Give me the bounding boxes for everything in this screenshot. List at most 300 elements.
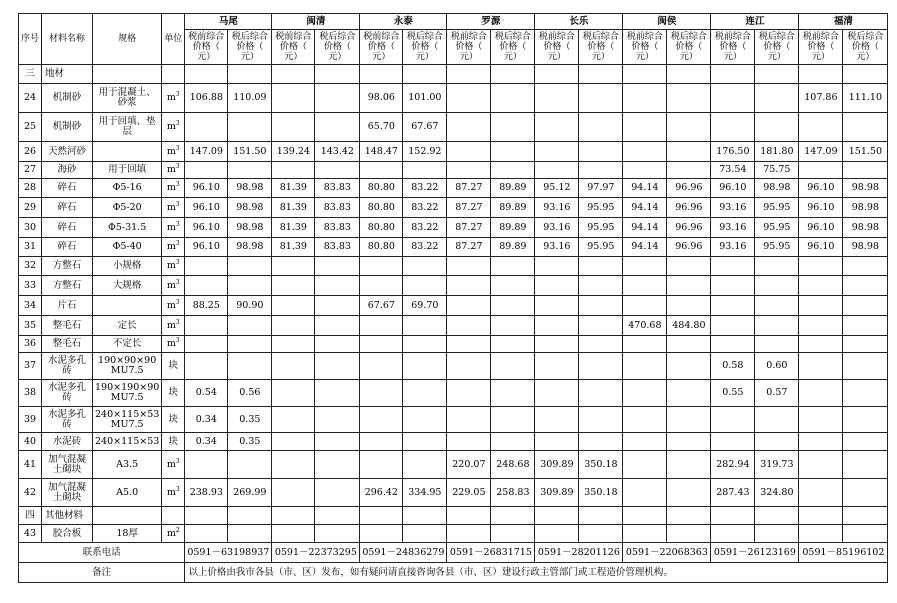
header-post-tax-price: 税后综合 价格（ 元） (755, 30, 799, 65)
material-name: 机制砂 (42, 84, 93, 113)
table-row (19, 380, 888, 407)
header-unit: 单位 (162, 14, 185, 65)
pre-tax-price (535, 113, 579, 142)
empty-cell (93, 65, 162, 84)
pre-tax-price: 73.54 (711, 162, 755, 179)
table-row (19, 276, 888, 296)
pre-tax-price (360, 407, 403, 433)
empty-cell (272, 507, 315, 525)
table-row (19, 238, 888, 257)
post-tax-price (403, 257, 447, 276)
pre-tax-price: 147.09 (799, 142, 843, 162)
empty-cell (162, 507, 185, 525)
post-tax-price (667, 257, 711, 276)
post-tax-price: 101.00 (403, 84, 447, 113)
post-tax-price (315, 84, 360, 113)
pre-tax-price: 176.50 (711, 142, 755, 162)
row-seq: 四 (19, 507, 42, 525)
post-tax-price (491, 316, 535, 336)
post-tax-price: 89.89 (491, 238, 535, 257)
post-tax-price (755, 84, 799, 113)
pre-tax-price (185, 451, 228, 479)
pre-tax-price: 80.80 (360, 198, 403, 218)
post-tax-price (579, 433, 623, 451)
post-tax-price (843, 525, 888, 543)
pre-tax-price: 287.43 (711, 479, 755, 507)
post-tax-price (491, 380, 535, 407)
pre-tax-price: 220.07 (447, 451, 491, 479)
material-spec: 190×90×90 MU7.5 (93, 353, 162, 380)
post-tax-price (579, 316, 623, 336)
material-name: 海砂 (42, 162, 93, 179)
post-tax-price (579, 162, 623, 179)
header-city: 永泰 (360, 14, 447, 30)
pre-tax-price: 93.16 (535, 198, 579, 218)
pre-tax-price: 80.80 (360, 218, 403, 238)
phone-number: 0591－22068363 (623, 543, 711, 563)
empty-cell (360, 507, 403, 525)
post-tax-price (315, 407, 360, 433)
post-tax-price (667, 353, 711, 380)
empty-cell (623, 65, 667, 84)
row-seq: 29 (19, 198, 42, 218)
pre-tax-price (799, 276, 843, 296)
pre-tax-price (185, 316, 228, 336)
post-tax-price (315, 296, 360, 316)
empty-cell (272, 65, 315, 84)
pre-tax-price (623, 433, 667, 451)
pre-tax-price: 81.39 (272, 198, 315, 218)
post-tax-price (755, 407, 799, 433)
header-pre-tax-price: 税前综合 价格（ 元） (447, 30, 491, 65)
table-row (19, 407, 888, 433)
post-tax-price (403, 162, 447, 179)
header-post-tax-price: 税后综合 价格（ 元） (843, 30, 888, 65)
pre-tax-price (711, 407, 755, 433)
pre-tax-price (623, 84, 667, 113)
empty-cell (185, 507, 228, 525)
material-name: 片石 (42, 296, 93, 316)
material-spec: 用于回填、垫层 (93, 113, 162, 142)
post-tax-price: 97.97 (579, 179, 623, 198)
pre-tax-price (272, 433, 315, 451)
post-tax-price (667, 142, 711, 162)
pre-tax-price (799, 316, 843, 336)
empty-cell (579, 65, 623, 84)
post-tax-price (579, 257, 623, 276)
material-spec: 18厚 (93, 525, 162, 543)
post-tax-price (843, 162, 888, 179)
empty-cell (447, 65, 491, 84)
post-tax-price (491, 276, 535, 296)
post-tax-price (491, 142, 535, 162)
header-city: 连江 (711, 14, 799, 30)
row-seq: 28 (19, 179, 42, 198)
pre-tax-price (623, 257, 667, 276)
pre-tax-price (535, 296, 579, 316)
pre-tax-price: 96.10 (185, 238, 228, 257)
post-tax-price: 0.35 (228, 407, 272, 433)
material-spec: Φ5-40 (93, 238, 162, 257)
pre-tax-price (272, 276, 315, 296)
post-tax-price (403, 407, 447, 433)
post-tax-price (228, 276, 272, 296)
post-tax-price (579, 336, 623, 353)
post-tax-price (843, 451, 888, 479)
table-row (19, 162, 888, 179)
phone-number: 0591－85196102 (799, 543, 888, 563)
post-tax-price (667, 84, 711, 113)
pre-tax-price: 238.93 (185, 479, 228, 507)
pre-tax-price: 0.54 (185, 380, 228, 407)
pre-tax-price (447, 257, 491, 276)
pre-tax-price (799, 113, 843, 142)
table-row (19, 142, 888, 162)
material-unit: $m^3$ (162, 84, 185, 113)
pre-tax-price (711, 113, 755, 142)
post-tax-price: 324.80 (755, 479, 799, 507)
pre-tax-price: 67.67 (360, 296, 403, 316)
pre-tax-price (535, 257, 579, 276)
post-tax-price (667, 162, 711, 179)
header-city: 福清 (799, 14, 888, 30)
pre-tax-price: 81.39 (272, 238, 315, 257)
post-tax-price (315, 353, 360, 380)
pre-tax-price (272, 257, 315, 276)
pre-tax-price (447, 433, 491, 451)
header-seq: 序号 (19, 14, 42, 65)
post-tax-price (403, 380, 447, 407)
pre-tax-price (623, 113, 667, 142)
post-tax-price: 151.50 (228, 142, 272, 162)
pre-tax-price (447, 113, 491, 142)
post-tax-price (403, 353, 447, 380)
pre-tax-price (185, 525, 228, 543)
empty-cell (491, 507, 535, 525)
empty-cell (315, 65, 360, 84)
material-spec: A3.5 (93, 451, 162, 479)
pre-tax-price: 0.55 (711, 380, 755, 407)
empty-cell (535, 65, 579, 84)
section-title: 其他材料 (42, 507, 93, 525)
pre-tax-price: 470.68 (623, 316, 667, 336)
empty-cell (403, 507, 447, 525)
post-tax-price (315, 479, 360, 507)
table-row (19, 316, 888, 336)
material-spec (93, 296, 162, 316)
table-row (19, 479, 888, 507)
post-tax-price (667, 296, 711, 316)
material-unit: $m^3$ (162, 257, 185, 276)
post-tax-price (579, 276, 623, 296)
pre-tax-price (535, 380, 579, 407)
pre-tax-price (623, 162, 667, 179)
row-seq: 34 (19, 296, 42, 316)
pre-tax-price (360, 276, 403, 296)
post-tax-price: 98.98 (843, 238, 888, 257)
table-body (19, 65, 888, 543)
empty-cell (755, 65, 799, 84)
pre-tax-price (623, 407, 667, 433)
material-unit: 块 (162, 433, 185, 451)
post-tax-price: 95.95 (755, 218, 799, 238)
pre-tax-price: 87.27 (447, 218, 491, 238)
pre-tax-price (360, 336, 403, 353)
post-tax-price (755, 336, 799, 353)
material-name: 水泥多孔砖 (42, 353, 93, 380)
post-tax-price (755, 257, 799, 276)
phone-row (19, 543, 888, 563)
row-seq: 39 (19, 407, 42, 433)
empty-cell (667, 65, 711, 84)
post-tax-price (843, 380, 888, 407)
pre-tax-price (623, 353, 667, 380)
header-name: 材料名称 (42, 14, 93, 65)
post-tax-price: 95.95 (755, 198, 799, 218)
table-row (19, 179, 888, 198)
material-unit: $m^3$ (162, 296, 185, 316)
post-tax-price: 83.22 (403, 179, 447, 198)
material-spec: 小规格 (93, 257, 162, 276)
pre-tax-price: 87.27 (447, 238, 491, 257)
pre-tax-price (360, 451, 403, 479)
row-seq: 40 (19, 433, 42, 451)
phone-number: 0591－26831715 (447, 543, 535, 563)
empty-cell (711, 507, 755, 525)
pre-tax-price: 296.42 (360, 479, 403, 507)
table-row (19, 84, 888, 113)
table-row (19, 113, 888, 142)
pre-tax-price (185, 162, 228, 179)
post-tax-price (228, 353, 272, 380)
post-tax-price (491, 407, 535, 433)
post-tax-price (403, 433, 447, 451)
pre-tax-price (447, 525, 491, 543)
material-unit: $m^3$ (162, 238, 185, 257)
table-row (19, 353, 888, 380)
pre-tax-price: 93.16 (711, 238, 755, 257)
post-tax-price (843, 276, 888, 296)
header-city: 闽清 (272, 14, 360, 30)
header-spec: 规格 (93, 14, 162, 65)
post-tax-price (843, 113, 888, 142)
pre-tax-price (799, 525, 843, 543)
post-tax-price (403, 451, 447, 479)
post-tax-price (315, 451, 360, 479)
pre-tax-price (711, 525, 755, 543)
empty-cell (491, 65, 535, 84)
phone-number: 0591－26123169 (711, 543, 799, 563)
table-row (19, 451, 888, 479)
pre-tax-price (535, 162, 579, 179)
post-tax-price: 248.68 (491, 451, 535, 479)
post-tax-price (579, 296, 623, 316)
empty-cell (447, 507, 491, 525)
material-unit: $m^3$ (162, 162, 185, 179)
post-tax-price (315, 433, 360, 451)
header-pre-tax-price: 税前综合 价格（ 元） (623, 30, 667, 65)
post-tax-price (315, 336, 360, 353)
post-tax-price (315, 380, 360, 407)
pre-tax-price: 94.14 (623, 238, 667, 257)
pre-tax-price: 94.14 (623, 218, 667, 238)
post-tax-price: 95.95 (579, 238, 623, 257)
post-tax-price (315, 113, 360, 142)
pre-tax-price: 0.34 (185, 407, 228, 433)
empty-cell (315, 507, 360, 525)
header-pre-tax-price: 税前综合 价格（ 元） (535, 30, 579, 65)
material-spec: Φ5-20 (93, 198, 162, 218)
pre-tax-price (447, 84, 491, 113)
post-tax-price (315, 316, 360, 336)
empty-cell (579, 507, 623, 525)
post-tax-price (843, 407, 888, 433)
post-tax-price (755, 276, 799, 296)
empty-cell (799, 507, 843, 525)
material-spec: 定长 (93, 316, 162, 336)
pre-tax-price (535, 525, 579, 543)
post-tax-price (491, 525, 535, 543)
row-seq: 25 (19, 113, 42, 142)
post-tax-price: 98.98 (755, 179, 799, 198)
header-city: 长乐 (535, 14, 623, 30)
post-tax-price: 319.73 (755, 451, 799, 479)
post-tax-price: 95.95 (579, 218, 623, 238)
post-tax-price (843, 479, 888, 507)
pre-tax-price: 96.10 (799, 218, 843, 238)
post-tax-price: 83.83 (315, 238, 360, 257)
empty-cell (843, 507, 888, 525)
material-spec: 不定长 (93, 336, 162, 353)
empty-cell (228, 507, 272, 525)
empty-cell (360, 65, 403, 84)
row-seq: 41 (19, 451, 42, 479)
material-spec: 用于回填 (93, 162, 162, 179)
pre-tax-price (799, 380, 843, 407)
material-unit: 块 (162, 407, 185, 433)
pre-tax-price: 94.14 (623, 198, 667, 218)
post-tax-price (843, 257, 888, 276)
post-tax-price (491, 162, 535, 179)
header-post-tax-price: 税后综合 价格（ 元） (491, 30, 535, 65)
pre-tax-price: 81.39 (272, 218, 315, 238)
post-tax-price: 0.57 (755, 380, 799, 407)
post-tax-price (843, 316, 888, 336)
pre-tax-price (799, 407, 843, 433)
empty-cell (623, 507, 667, 525)
pre-tax-price (623, 142, 667, 162)
pre-tax-price (535, 336, 579, 353)
post-tax-price (228, 451, 272, 479)
empty-cell (162, 65, 185, 84)
pre-tax-price: 93.16 (535, 218, 579, 238)
empty-cell (185, 65, 228, 84)
post-tax-price (403, 316, 447, 336)
post-tax-price (755, 296, 799, 316)
pre-tax-price: 93.16 (711, 198, 755, 218)
pre-tax-price (272, 451, 315, 479)
pre-tax-price (447, 142, 491, 162)
pre-tax-price (623, 380, 667, 407)
post-tax-price: 89.89 (491, 198, 535, 218)
pre-tax-price (447, 407, 491, 433)
material-unit: $m^3$ (162, 451, 185, 479)
pre-tax-price: 81.39 (272, 179, 315, 198)
pre-tax-price (360, 525, 403, 543)
post-tax-price (315, 525, 360, 543)
post-tax-price: 96.96 (667, 218, 711, 238)
pre-tax-price: 98.06 (360, 84, 403, 113)
pre-tax-price (711, 276, 755, 296)
pre-tax-price (447, 276, 491, 296)
post-tax-price: 75.75 (755, 162, 799, 179)
header-pre-tax-price: 税前综合 价格（ 元） (711, 30, 755, 65)
material-name: 碎石 (42, 179, 93, 198)
post-tax-price: 83.83 (315, 179, 360, 198)
material-spec: 用于混凝土、砂浆 (93, 84, 162, 113)
pre-tax-price: 139.24 (272, 142, 315, 162)
post-tax-price (403, 276, 447, 296)
pre-tax-price (799, 336, 843, 353)
pre-tax-price: 0.58 (711, 353, 755, 380)
pre-tax-price: 88.25 (185, 296, 228, 316)
pre-tax-price: 107.86 (799, 84, 843, 113)
post-tax-price (491, 113, 535, 142)
post-tax-price: 83.22 (403, 218, 447, 238)
pre-tax-price (360, 316, 403, 336)
post-tax-price: 334.95 (403, 479, 447, 507)
pre-tax-price (360, 257, 403, 276)
pre-tax-price: 96.10 (799, 179, 843, 198)
post-tax-price (579, 407, 623, 433)
pre-tax-price (799, 433, 843, 451)
pre-tax-price: 87.27 (447, 198, 491, 218)
pre-tax-price: 95.12 (535, 179, 579, 198)
post-tax-price (491, 84, 535, 113)
material-name: 水泥多孔砖 (42, 407, 93, 433)
material-name: 碎石 (42, 238, 93, 257)
post-tax-price (667, 451, 711, 479)
material-spec: 大规格 (93, 276, 162, 296)
empty-cell (535, 507, 579, 525)
pre-tax-price (447, 380, 491, 407)
pre-tax-price: 65.70 (360, 113, 403, 142)
pre-tax-price (272, 84, 315, 113)
pre-tax-price: 282.94 (711, 451, 755, 479)
post-tax-price: 96.96 (667, 179, 711, 198)
table-row (19, 433, 888, 451)
row-seq: 30 (19, 218, 42, 238)
material-spec: 240×115×53 MU7.5 (93, 407, 162, 433)
post-tax-price (491, 336, 535, 353)
pre-tax-price (447, 316, 491, 336)
pre-tax-price (360, 353, 403, 380)
post-tax-price (579, 142, 623, 162)
table-row (19, 336, 888, 353)
empty-cell (667, 507, 711, 525)
row-seq: 37 (19, 353, 42, 380)
row-seq: 35 (19, 316, 42, 336)
material-name: 方整石 (42, 276, 93, 296)
post-tax-price (667, 433, 711, 451)
table-row (19, 218, 888, 238)
pre-tax-price: 96.10 (799, 198, 843, 218)
pre-tax-price (272, 353, 315, 380)
post-tax-price: 96.96 (667, 198, 711, 218)
material-unit: $m^3$ (162, 276, 185, 296)
post-tax-price (755, 525, 799, 543)
post-tax-price: 484.80 (667, 316, 711, 336)
